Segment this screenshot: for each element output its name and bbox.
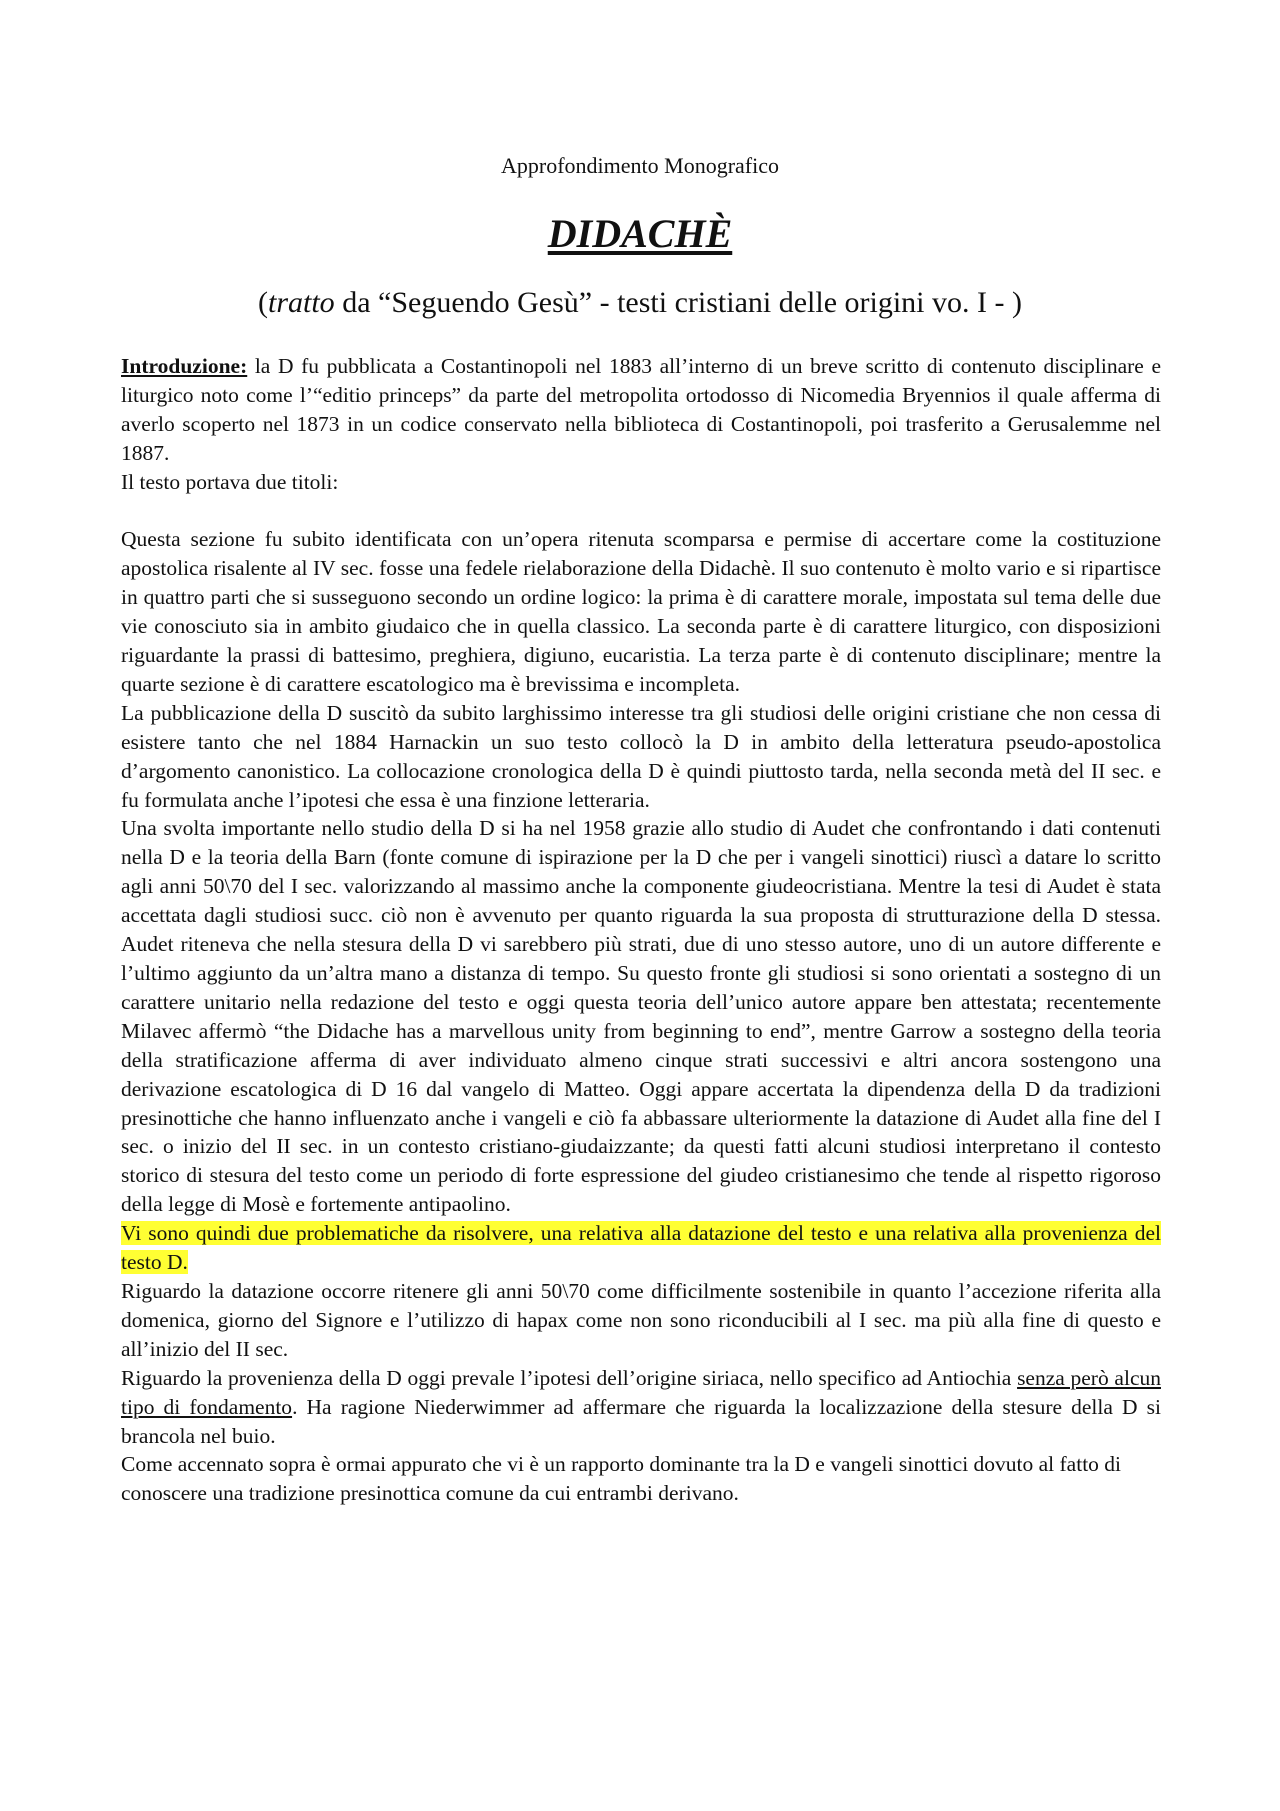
highlighted-paragraph: [121, 1219, 1161, 1277]
intro-text: la D fu pubblicata a Costantinopoli nel 1883 all’interno di un breve scritto di contenuto disciplinare e liturgico noto come l’“editio princeps” da parte del metropolita ortodosso di Nicomedia Bryennios il quale afferma di averlo scoperto nel 1873 in un codice conservato nella biblioteca di Costantinopoli, poi trasferito a Gerusalemme nel 1887.: [121, 354, 1161, 465]
source-open-paren: (: [258, 286, 268, 319]
paragraph-provenance: [121, 1364, 1161, 1451]
document-subtitle: Approfondimento Monografico: [501, 153, 779, 178]
paragraph-dating: Riguardo la datazione occorre ritenere gli anni 50\70 come difficilmente sostenibile in quanto l’accezione riferita alla domenica, giorno del Signore e l’utilizzo di hapax come non sono riconducibili al I sec. ma più alla fine di questo e all’inizio del II sec.: [121, 1278, 1161, 1361]
paragraph-synoptic: Come accennato sopra è ormai appurato che vi è un rapporto dominante tra la D e vangeli sinottici dovuto al fatto di conoscere una tradizione presinottica comune da cui entrambi derivano.: [121, 1452, 1122, 1506]
paragraph-structure: Questa sezione fu subito identificata con un’opera ritenuta scomparsa e permise di accertare come la costituzione apostolica risalente al IV sec. fosse una fedele rielaborazione della Didachè. Il suo contenuto è molto vario e si ripartisce in quattro parti che si susseguono secondo un ordine logico: la prima è di carattere morale, impostata sul tema delle due vie conosciuto sia in ambito giudaico che in quella classico. La seconda parte è di carattere liturgico, con disposizioni riguardante la prassi di battesimo, preghiera, digiuno, eucaristia. La terza parte è di contenuto disciplinare; mentre la quarte sezione è di carattere escatologico ma è brevissima e incompleta.: [121, 527, 1161, 696]
intro-paragraph: [121, 352, 1161, 468]
source-rest: da “Seguendo Gesù” - testi cristiani delle origini vo. I - ): [334, 286, 1022, 319]
titles-line: Il testo portava due titoli:: [121, 469, 339, 494]
provenance-underlined: senza però alcun tipo di fondamento: [121, 1365, 1161, 1419]
provenance-after: . Ha ragione Niederwimmer ad affermare che riguarda la localizzazione della stesure della D si brancola nel buio.: [121, 1394, 1161, 1448]
document-body: [121, 352, 1161, 1508]
blank-line: [121, 497, 1161, 526]
source-italic: tratto: [268, 286, 335, 319]
intro-label: Introduzione:: [121, 354, 248, 378]
source-citation: [0, 284, 1280, 322]
document-title: DIDACHÈ: [547, 211, 733, 256]
provenance-before: Riguardo la provenienza della D oggi prevale l’ipotesi dell’origine siriaca, nello specifico ad Antiochia: [121, 1365, 1018, 1390]
paragraph-audet: Una svolta importante nello studio della D si ha nel 1958 grazie allo studio di Audet che confrontando i dati contenuti nella D e la teoria della Barn (fonte comune di ispirazione per la D che per i vangeli sinottici) riuscì a datare lo scritto agli anni 50\70 del I sec. valorizzando al massimo anche la componente giudeocristiana. Mentre la tesi di Audet è stata accettata dagli studiosi succ. ciò non è avvenuto per quanto riguarda la sua proposta di strutturazione della D stessa. Audet riteneva che nella stesura della D vi sarebbero più strati, due di uno stesso autore, uno di un autore differente e l’ultimo aggiunto da un’altra mano a distanza di tempo. Su questo fronte gli studiosi si sono orientati a sostegno di un carattere unitario nella redazione del testo e oggi questa teoria dell’unico autore appare ben attestata; recentemente Milavec affermò “the Didache has a marvellous unity from beginning to end”, mentre Garrow a sostegno della teoria della stratificazione afferma di aver individuato almeno cinque strati successivi e altri ancora sostengono una derivazione escatologica di D 16 dal vangelo di Matteo. Oggi appare accertata la dipendenza della D da tradizioni presinottiche che hanno influenzato anche i vangeli e ciò fa abbassare ulteriormente la datazione di Audet alla fine del I sec. o inizio del II sec. in un contesto cristiano-giudaizzante; da questi fatti alcuni studiosi interpretano il contesto storico di stesura del testo come un periodo di forte espressione del giudeo cristianesimo che tende al rispetto rigoroso della legge di Mosè e fortemente antipaolino.: [121, 816, 1161, 1217]
paragraph-publication: La pubblicazione della D suscitò da subito larghissimo interesse tra gli studiosi delle origini cristiane che non cessa di esistere tanto che nel 1884 Harnackin un suo testo collocò la D in ambito della letteratura pseudo-apostolica d’argomento canonistico. La collocazione cronologica della D è quindi piuttosto tarda, nella seconda metà del II sec. e fu formulata anche l’ipotesi che essa è una finzione letteraria.: [121, 700, 1161, 812]
highlighted-text: Vi sono quindi due problematiche da risolvere, una relativa alla datazione del testo e una relativa alla provenienza del testo D.: [121, 1221, 1161, 1275]
